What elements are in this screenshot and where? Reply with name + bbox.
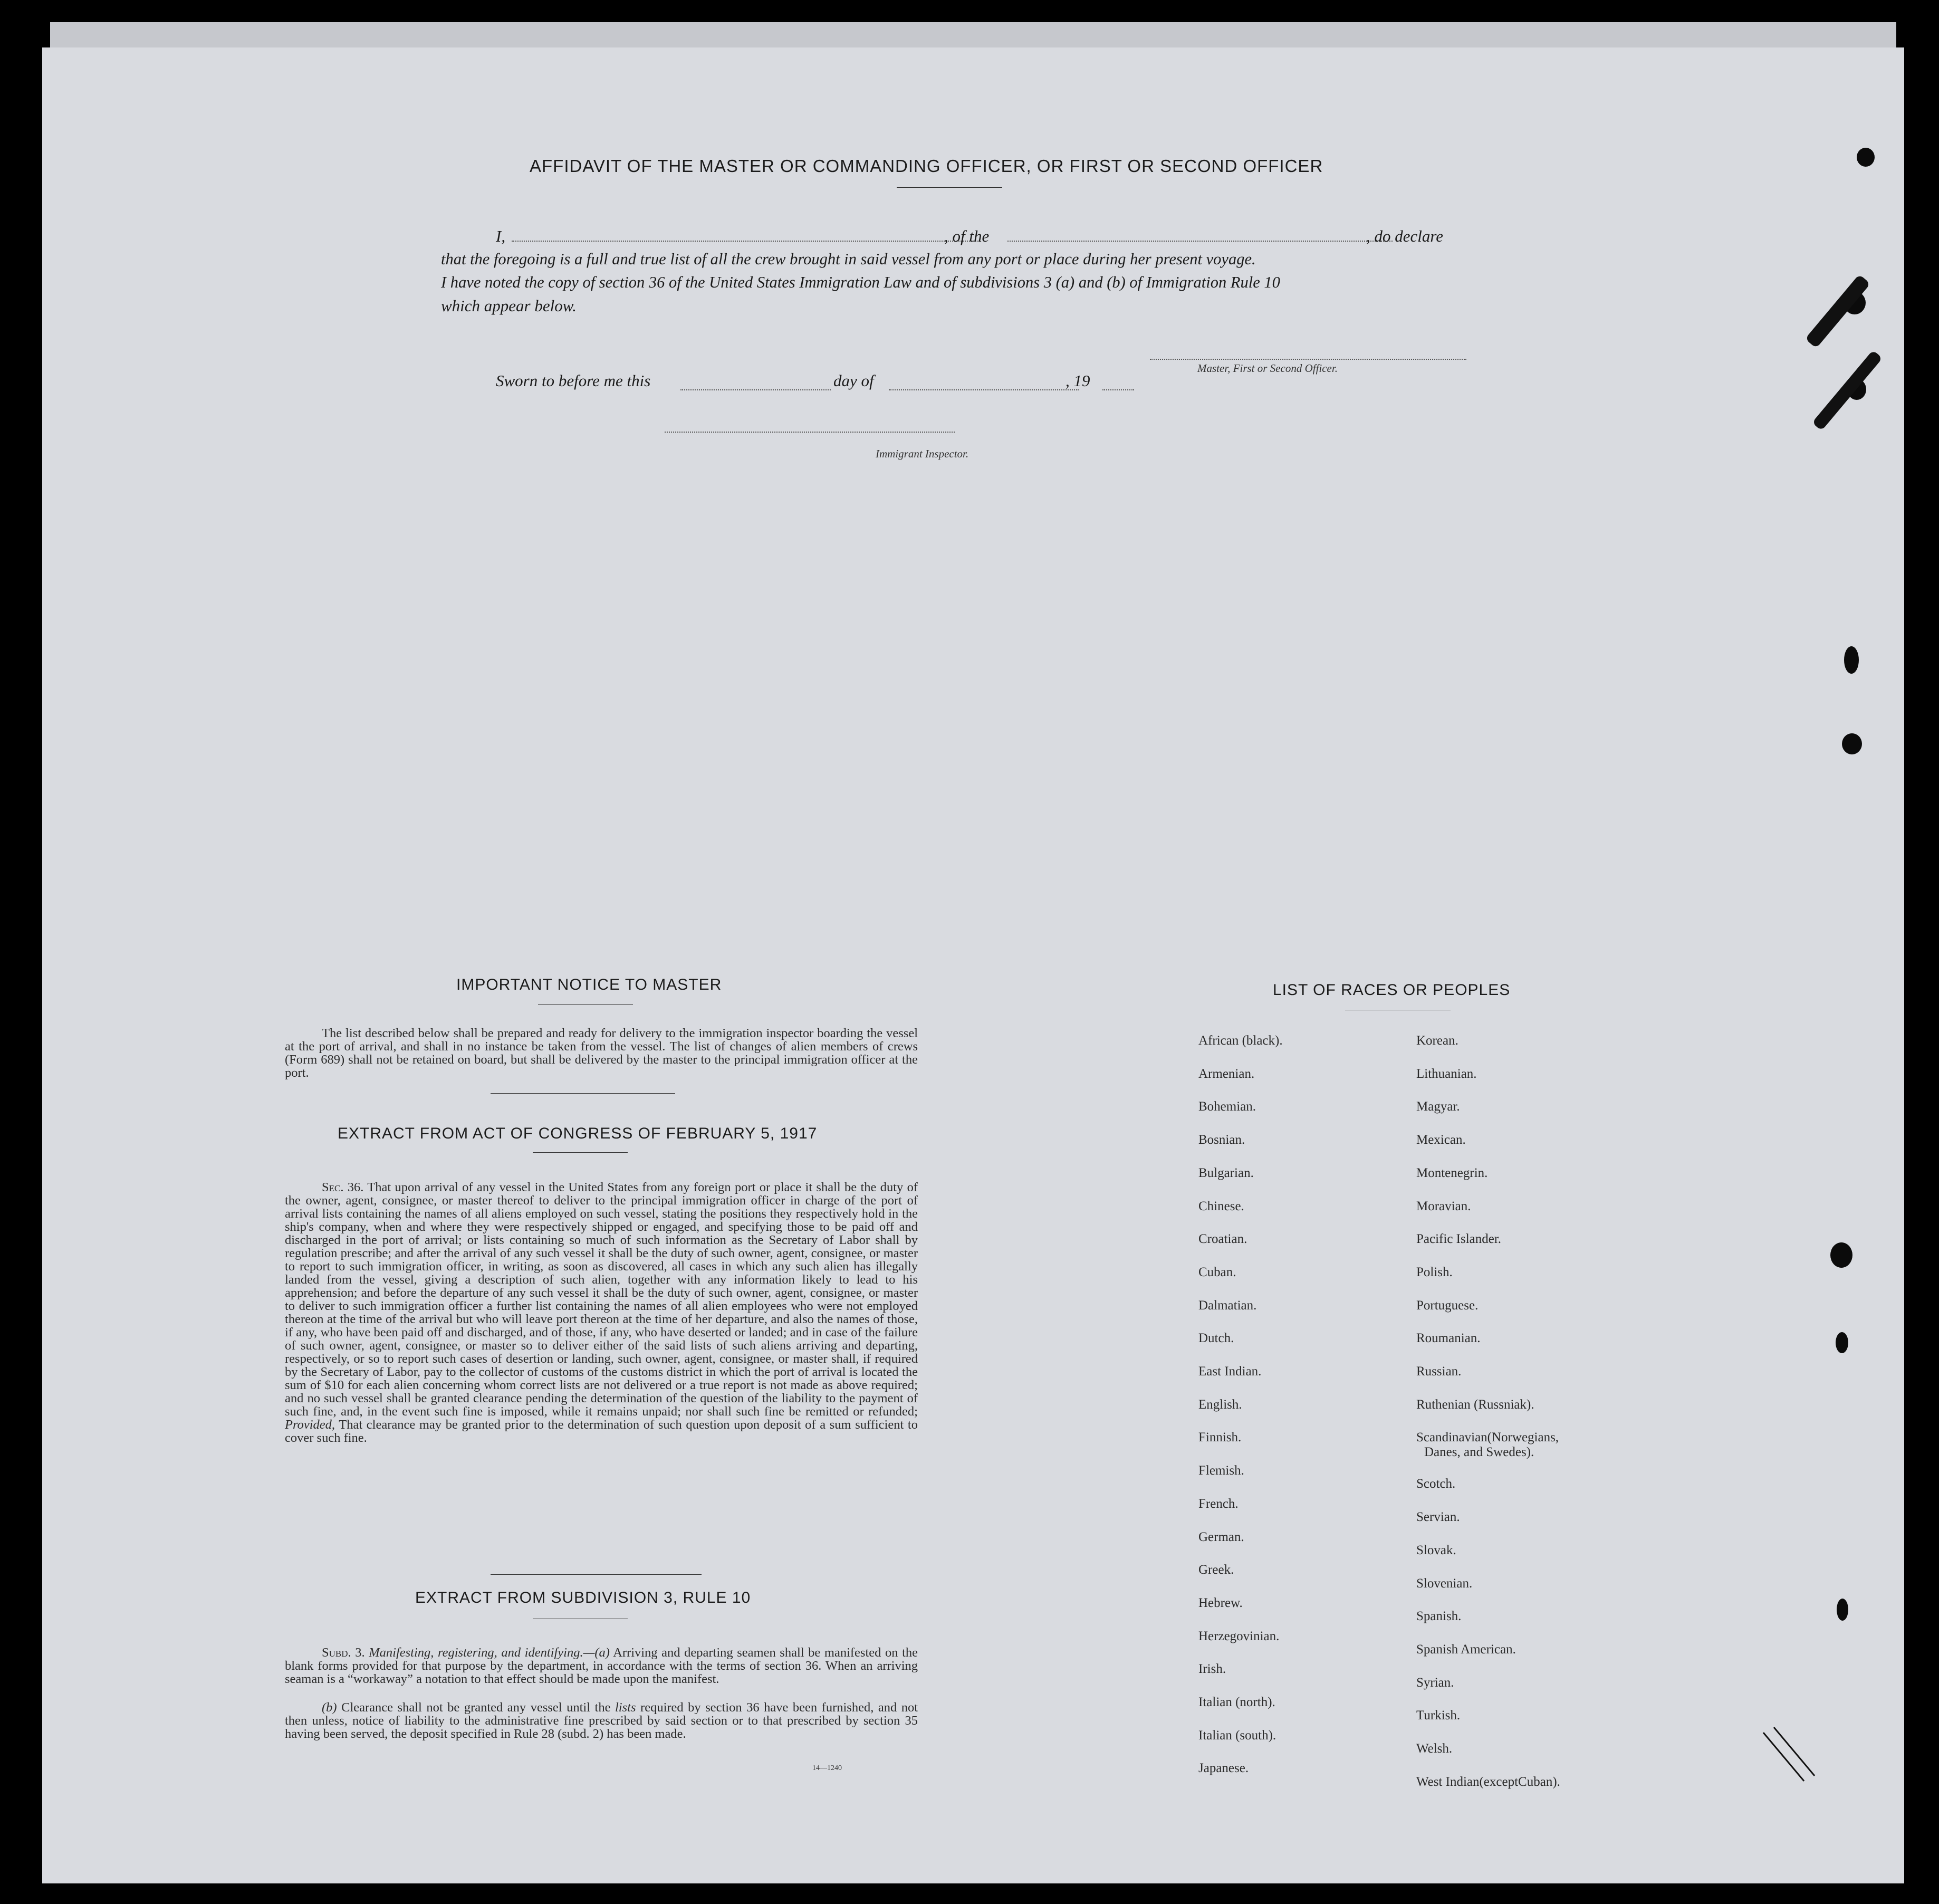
act-underline [533, 1152, 628, 1153]
race-item: Armenian. [1198, 1066, 1255, 1081]
race-item: Croatian. [1198, 1232, 1247, 1247]
race-item: Roumanian. [1416, 1331, 1481, 1346]
binder-hole [1836, 1332, 1848, 1353]
affidavit-line-3: which appear below. [441, 296, 577, 315]
act-text [285, 1181, 918, 1444]
race-item: Greek. [1198, 1563, 1234, 1577]
race-item: Portuguese. [1416, 1298, 1479, 1313]
race-item: Chinese. [1198, 1199, 1244, 1213]
sworn-year-field [1102, 389, 1134, 390]
race-item: Cuban. [1198, 1265, 1236, 1279]
race-item: Bosnian. [1198, 1133, 1245, 1147]
affidavit-line-2: I have noted the copy of section 36 of the United States Immigration Law and of subdivisions 3 (a) and (b) of Immigration Rule 10 [441, 273, 1280, 291]
race-item: Spanish. [1416, 1609, 1462, 1624]
year-label: , 19 [1066, 371, 1090, 390]
race-item: Pacific Islander. [1416, 1232, 1502, 1247]
binder-hole [1830, 1242, 1852, 1268]
race-item: German. [1198, 1529, 1244, 1544]
race-item: Lithuanian. [1416, 1066, 1477, 1081]
race-item: Irish. [1198, 1662, 1226, 1677]
binder-hole [1837, 1599, 1848, 1621]
sworn-month-field [889, 389, 1079, 390]
race-item: Russian. [1416, 1364, 1462, 1379]
race-item: Korean. [1416, 1034, 1458, 1048]
sworn-label: Sworn to before me this [496, 371, 651, 390]
binder-hole [1844, 646, 1859, 674]
rule-text-a [285, 1646, 918, 1686]
form-number: 14—1240 [812, 1764, 842, 1772]
master-signature-line [1150, 359, 1466, 360]
sworn-day-field [680, 389, 831, 390]
race-item: Moravian. [1416, 1199, 1471, 1213]
vessel-field [1007, 241, 1393, 242]
race-item: Syrian. [1416, 1675, 1454, 1690]
race-item: Italian (south). [1198, 1728, 1276, 1743]
race-item: Montenegrin. [1416, 1165, 1488, 1180]
binder-hole [1857, 148, 1875, 167]
races-heading: LIST OF RACES OR PEOPLES [1273, 981, 1511, 999]
notice-divider [491, 1093, 675, 1094]
rule-text-b2: required by section 36 have been furnished, and not then unless, notice of liability to the administrative fine prescribed by said section or to that prescribed by section 35 having been served, the deposit specified in Rule 28 (subd. 2) has been made. [285, 1700, 918, 1741]
race-item: Welsh. [1416, 1742, 1453, 1756]
race-item: Ruthenian (Russniak). [1416, 1397, 1534, 1412]
of-the-label: , of the [944, 227, 990, 245]
race-item: English. [1198, 1397, 1242, 1412]
form-page [42, 47, 1904, 1883]
notice-underline [538, 1004, 633, 1005]
race-item: Polish. [1416, 1265, 1453, 1279]
b-label: (b) [322, 1700, 337, 1715]
act-divider [491, 1574, 702, 1575]
race-item: Slovenian. [1416, 1576, 1473, 1591]
race-item: Bulgarian. [1198, 1165, 1254, 1180]
subd-title: Manifesting, registering, and identifying.—(a) [369, 1645, 610, 1660]
race-item: Servian. [1416, 1510, 1460, 1525]
race-item: Spanish American. [1416, 1642, 1516, 1657]
binder-hole [1842, 733, 1862, 754]
rule-text-a-body: Arriving and departing seamen shall be manifested on the blank forms provided for that purpose by the department, in accordance with the terms of section 36. When an arriving seaman is a “workaway” a notation to that effect should be made upon the manifest. [285, 1645, 918, 1686]
race-item: Herzegovinian. [1198, 1629, 1280, 1643]
race-item: Hebrew. [1198, 1595, 1243, 1610]
notice-heading: IMPORTANT NOTICE TO MASTER [456, 976, 722, 993]
name-field [512, 241, 978, 242]
i-label: I, [496, 227, 506, 245]
race-item: Dutch. [1198, 1331, 1234, 1346]
rule-heading: EXTRACT FROM SUBDIVISION 3, RULE 10 [415, 1589, 751, 1606]
affidavit-title: AFFIDAVIT OF THE MASTER OR COMMANDING OFFICER, OR FIRST OR SECOND OFFICER [530, 156, 1323, 176]
rule-text-b1: Clearance shall not be granted any vessel until the [341, 1700, 611, 1715]
race-item: Italian (north). [1198, 1695, 1275, 1709]
race-item: Flemish. [1198, 1463, 1244, 1478]
race-item: Bohemian. [1198, 1099, 1256, 1114]
day-of-label: day of [833, 371, 874, 390]
race-item: East Indian. [1198, 1364, 1262, 1379]
subd-label: Subd. 3. [322, 1645, 365, 1660]
race-item: West Indian(exceptCuban). [1416, 1774, 1560, 1789]
race-item: Slovak. [1416, 1543, 1456, 1557]
race-item: Scandinavian(Norwegians, [1416, 1430, 1559, 1445]
do-declare-label: , do declare [1366, 227, 1444, 245]
race-item: Dalmatian. [1198, 1298, 1257, 1313]
lists-word: lists [615, 1700, 636, 1715]
act-text-b: That clearance may be granted prior to the determination of such question upon deposit of a sum sufficient to cover such fine. [285, 1418, 918, 1445]
inspector-label: Immigrant Inspector. [876, 447, 969, 460]
act-text-a: That upon arrival of any vessel in the United States from any foreign port or place it shall be the duty of the owner, agent, consignee, or master thereof to deliver to the principal immigration officer in charge of the port of arrival lists containing the names of all aliens employed on such vessel, stating the positions they respectively hold in the ship's company, when and where they were respectively shipped or engaged, and specifying those to be paid off and discharged in the port of arrival; or lists containing so much of such information as the Secretary of Labor shall by regulation prescribe; and after the arrival of any such vessel it shall be the duty of such owner, agent, consignee, or master to report to such immigration officer, in writing, as soon as discovered, all cases in which any such alien has illegally landed from the vessel, giving a description of such alien, together with any information likely to lead to his apprehension; and before the departure of any such vessel it shall be the duty of such owner, agent, consignee, or master to deliver to such immigration officer a further list containing the names of all alien employees who were not employed thereon at the time of the arrival but who will leave port thereon at the time of her departure, and also the names of those, if any, who have been paid off and discharged, and of those, if any, who have deserted or landed; and in case of the failure of such owner, agent, consignee, or master so to deliver either of the said lists of such aliens arriving and departing, respectively, or so to report such cases of desertion or landing, such owner, agent, consignee, or master shall, if required by the Secretary of Labor, pay to the collector of customs of the customs district in which the port of arrival is located the sum of $10 for each alien concerning whom correct lists are not delivered or a true report is not made as above required; and no such vessel shall be granted clearance pending the determination of the question of the liability to the payment of such fine, and, in the event such fine is imposed, while it remains unpaid; nor shall such fine be remitted or refunded; [285, 1180, 918, 1419]
race-item: Mexican. [1416, 1133, 1466, 1147]
master-signature-label: Master, First or Second Officer. [1197, 362, 1338, 375]
title-underline [897, 187, 1002, 188]
race-item: Danes, and Swedes). [1424, 1445, 1534, 1460]
rule-text-b [285, 1701, 918, 1740]
race-item: French. [1198, 1496, 1239, 1511]
race-item: Magyar. [1416, 1099, 1460, 1114]
provided-label: Provided, [285, 1418, 335, 1432]
race-item: Japanese. [1198, 1761, 1249, 1776]
race-item: Scotch. [1416, 1477, 1456, 1491]
affidavit-line-1: that the foregoing is a full and true list of all the crew brought in said vessel from any port or place during her present voyage. [441, 250, 1256, 268]
act-heading: EXTRACT FROM ACT OF CONGRESS OF FEBRUARY 5, 1917 [338, 1125, 818, 1142]
race-item: African (black). [1198, 1034, 1283, 1048]
inspector-signature-line [665, 432, 955, 433]
pen-mark [1812, 350, 1883, 430]
sec-label: Sec. 36. [322, 1180, 364, 1194]
notice-text: The list described below shall be prepared and ready for delivery to the immigration inspector boarding the vessel at the port of arrival, and shall in no instance be taken from the vessel. The list of changes of alien members of crews (Form 689) shall not be retained on board, but shall be delivered by the master to the principal immigration officer at the port. [285, 1026, 918, 1080]
race-item: Finnish. [1198, 1430, 1242, 1445]
race-item: Turkish. [1416, 1708, 1461, 1723]
